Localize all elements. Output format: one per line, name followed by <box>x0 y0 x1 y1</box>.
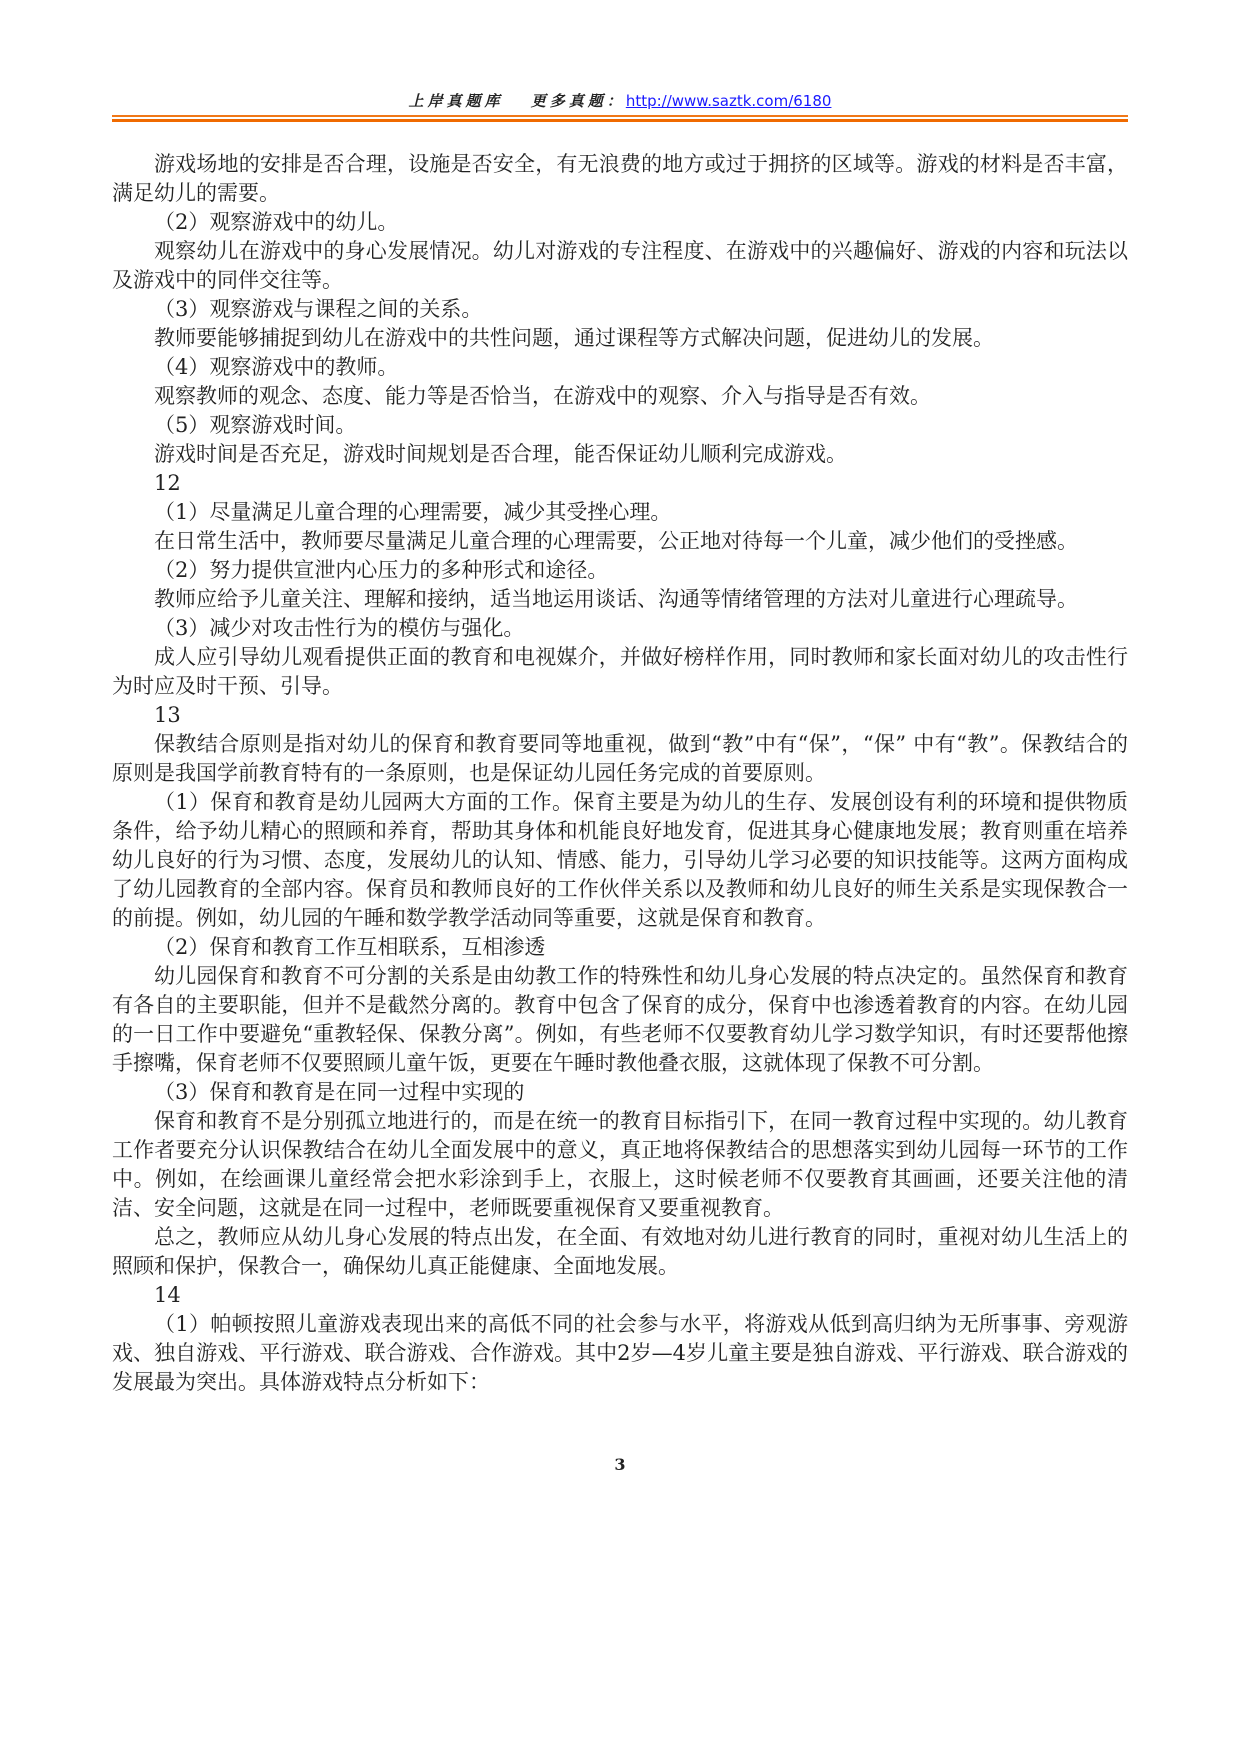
paragraph: （5）观察游戏时间。 <box>154 413 357 437</box>
paragraph: 保育和教育不是分别孤立地进行的，而是在统一的教育目标指引下，在同一教育过程中实现的。幼儿教育工作者要充分认识保教结合在幼儿全面发展中的意义，真正地将保教结合的思想落实到幼儿园每一环节的工作中。例如，在绘画课儿童经常会把水彩涂到手上，衣服上，这时候老师不仅要教育其画画，还要关注他的清洁、安全问题，这就是在同一过程中，老师既要重视保育又要重视教育。 <box>112 1109 1128 1220</box>
paragraph: （3）观察游戏与课程之间的关系。 <box>154 297 483 321</box>
header-rule <box>112 115 1128 117</box>
header-link[interactable]: http://www.saztk.com/6180 <box>625 92 832 110</box>
paragraph: （2）努力提供宣泄内心压力的多种形式和途径。 <box>154 558 609 582</box>
header-brand: 上岸真题库 <box>408 92 504 110</box>
paragraph: （3）保育和教育是在同一过程中实现的 <box>154 1080 525 1104</box>
paragraph: 保教结合原则是指对幼儿的保育和教育要同等地重视，做到“教”中有“保”，“保” 中有“教”。保教结合的原则是我国学前教育特有的一条原则，也是保证幼儿园任务完成的首要原则。 <box>112 732 1128 785</box>
paragraph: 成人应引导幼儿观看提供正面的教育和电视媒介，并做好榜样作用，同时教师和家长面对幼儿的攻击性行为时应及时干预、引导。 <box>112 645 1128 698</box>
paragraph: （1）帕顿按照儿童游戏表现出来的高低不同的社会参与水平，将游戏从低到高归纳为无所事事、旁观游戏、独自游戏、平行游戏、联合游戏、合作游戏。其中2岁—4岁儿童主要是独自游戏、平行游戏、联合游戏的发展最为突出。具体游戏特点分析如下： <box>112 1312 1128 1394</box>
paragraph: 幼儿园保育和教育不可分割的关系是由幼教工作的特殊性和幼儿身心发展的特点决定的。虽然保育和教育有各自的主要职能，但并不是截然分离的。教育中包含了保育的成分，保育中也渗透着教育的内容。在幼儿园的一日工作中要避免“重教轻保、保教分离”。例如，有些老师不仅要教育幼儿学习数学知识，有时还要帮他擦手擦嘴，保育老师不仅要照顾儿童午饭，更要在午睡时教他叠衣服，这就体现了保教不可分割。 <box>112 964 1128 1075</box>
paragraph: 教师要能够捕捉到幼儿在游戏中的共性问题，通过课程等方式解决问题，促进幼儿的发展。 <box>154 326 994 350</box>
paragraph: 游戏时间是否充足，游戏时间规划是否合理，能否保证幼儿顺利完成游戏。 <box>154 442 847 466</box>
paragraph: （1）保育和教育是幼儿园两大方面的工作。保育主要是为幼儿的生存、发展创设有利的环境和提供物质条件，给予幼儿精心的照顾和养育，帮助其身体和机能良好地发育，促进其身心健康地发展；教育则重在培养幼儿良好的行为习惯、态度，发展幼儿的认知、情感、能力，引导幼儿学习必要的知识技能等。这两方面构成了幼儿园教育的全部内容。保育员和教师良好的工作伙伴关系以及教师和幼儿良好的师生关系是实现保教合一的前提。例如，幼儿园的午睡和数学教学活动同等重要，这就是保育和教育。 <box>112 790 1128 930</box>
document-body <box>112 150 1128 1397</box>
page-header <box>112 90 1128 111</box>
paragraph: 12 <box>154 471 181 495</box>
paragraph: （3）减少对攻击性行为的模仿与强化。 <box>154 616 525 640</box>
paragraph: 观察幼儿在游戏中的身心发展情况。幼儿对游戏的专注程度、在游戏中的兴趣偏好、游戏的内容和玩法以及游戏中的同伴交往等。 <box>112 239 1128 292</box>
paragraph: 14 <box>154 1283 181 1307</box>
paragraph: （1）尽量满足儿童合理的心理需要，减少其受挫心理。 <box>154 500 672 524</box>
header-more-label: 更多真题： <box>530 92 626 110</box>
paragraph: 在日常生活中，教师要尽量满足儿童合理的心理需要，公正地对待每一个儿童，减少他们的受挫感。 <box>154 529 1078 553</box>
paragraph: 教师应给予儿童关注、理解和接纳，适当地运用谈话、沟通等情绪管理的方法对儿童进行心理疏导。 <box>154 587 1078 611</box>
paragraph: 总之，教师应从幼儿身心发展的特点出发，在全面、有效地对幼儿进行教育的同时，重视对幼儿生活上的照顾和保护，保教合一，确保幼儿真正能健康、全面地发展。 <box>112 1225 1128 1278</box>
header-rule-thick <box>112 119 1128 122</box>
paragraph: （2）保育和教育工作互相联系，互相渗透 <box>154 935 546 959</box>
paragraph: 观察教师的观念、态度、能力等是否恰当，在游戏中的观察、介入与指导是否有效。 <box>154 384 931 408</box>
page-number: 3 <box>614 1455 626 1474</box>
paragraph: 游戏场地的安排是否合理，设施是否安全，有无浪费的地方或过于拥挤的区域等。游戏的材料是否丰富，满足幼儿的需要。 <box>112 152 1128 205</box>
paragraph: （4）观察游戏中的教师。 <box>154 355 399 379</box>
paragraph: （2）观察游戏中的幼儿。 <box>154 210 399 234</box>
paragraph: 13 <box>154 703 181 727</box>
